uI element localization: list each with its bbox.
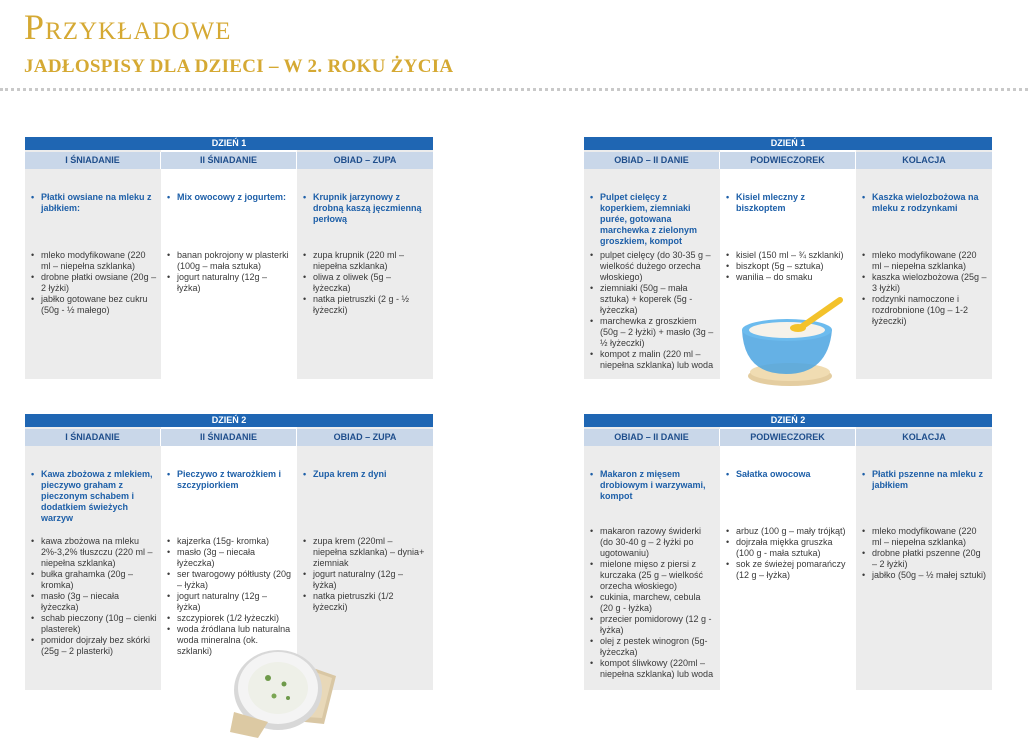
dish-name: • Płatki pszenne na mleku z jabłkiem <box>862 469 984 490</box>
menu-column <box>856 150 992 379</box>
dish-name: • Kaszka wielozbożowa na mleku z rodzynkami <box>862 192 979 213</box>
column-heading: PODWIECZOREK <box>720 429 856 446</box>
page-title: Przykładowe <box>24 7 232 47</box>
ingredient: • zupa krem (220ml – niepełna szklanka) – dynia+ ziemniak <box>303 536 429 569</box>
ingredient: • kawa zbożowa na mleku 2%-3,2% tłuszczu (220 ml – niepełna szklanka) <box>31 536 157 569</box>
ingredient: • natka pietruszki (1/2 łyżeczki) <box>303 591 429 613</box>
column-heading: KOLACJA <box>856 152 992 169</box>
ingredient-list <box>303 250 429 316</box>
ingredient-list <box>167 250 293 294</box>
column-heading: PODWIECZOREK <box>720 152 856 169</box>
ingredient-list <box>726 250 852 283</box>
day-header: DZIEŃ 1 <box>25 137 433 150</box>
ingredient: • zupa krupnik (220 ml – niepełna szklanka) <box>303 250 429 272</box>
ingredient: • drobne płatki owsiane (20g – 2 łyżki) <box>31 272 157 294</box>
dish-name: • Pieczywo z twarożkiem i szczypiorkiem <box>167 469 282 490</box>
column-heading: I ŚNIADANIE <box>25 429 161 446</box>
dish-name: • Kisiel mleczny z biszkoptem <box>726 192 806 213</box>
dish-name: • Płatki owsiane na mleku z jabłkiem: <box>31 192 152 213</box>
ingredient-list <box>590 250 716 371</box>
ingredient: • oliwa z oliwek (5g – łyżeczka) <box>303 272 429 294</box>
column-heading: KOLACJA <box>856 429 992 446</box>
menu-panel-day1-morning <box>25 137 433 379</box>
ingredient-list <box>31 536 157 657</box>
ingredient: • pomidor dojrzały bez skórki (25g – 2 plasterki) <box>31 635 157 657</box>
ingredient: • szczypiorek (1/2 łyżeczki) <box>167 613 293 624</box>
ingredient-list <box>303 536 429 613</box>
ingredient: • natka pietruszki (2 g - ½ łyżeczki) <box>303 294 429 316</box>
ingredient: • cukinia, marchew, cebula (20 g - łyżka) <box>590 592 716 614</box>
ingredient-list <box>31 250 157 316</box>
ingredient: • ziemniaki (50g – mała sztuka) + koperek (5g - łyżeczka) <box>590 283 716 316</box>
ingredient: • jabłko gotowane bez cukru (50g - ½ małego) <box>31 294 157 316</box>
ingredient: • kaszka wielozbożowa (25g – 3 łyżki) <box>862 272 988 294</box>
column-heading: II ŚNIADANIE <box>161 152 297 169</box>
ingredient: • kompot śliwkowy (220ml – niepełna szklanka) lub woda <box>590 658 716 680</box>
column-heading: II ŚNIADANIE <box>161 429 297 446</box>
menu-panel-day2-afternoon <box>584 414 992 690</box>
ingredient: • jogurt naturalny (12g – łyżka) <box>303 569 429 591</box>
dish-name: • Krupnik jarzynowy z drobną kaszą jęczmienną perłową <box>303 192 422 224</box>
ingredient: • masło (3g – niecała łyżeczka) <box>31 591 157 613</box>
ingredient: • kisiel (150 ml – ¾ szklanki) <box>726 250 852 261</box>
dotted-divider <box>0 88 1028 91</box>
day-header: DZIEŃ 1 <box>584 137 992 150</box>
dish-name: • Zupa krem z dyni <box>303 469 387 479</box>
ingredient: • wanilia – do smaku <box>726 272 852 283</box>
dish-name: • Pulpet cielęcy z koperkiem, ziemniaki purée, gotowana marchewka z zielonym groszkiem, kompot <box>590 192 698 246</box>
ingredient: • drobne płatki pszenne (20g – 2 łyżki) <box>862 548 988 570</box>
day-header: DZIEŃ 2 <box>25 414 433 427</box>
menu-column <box>720 150 856 379</box>
ingredient: • sok ze świeżej pomarańczy (12 g – łyżka) <box>726 559 852 581</box>
ingredient: • jogurt naturalny (12g – łyżka) <box>167 272 293 294</box>
ingredient: • mleko modyfikowane (220 ml – niepełna szklanka) <box>862 250 988 272</box>
ingredient: • ser twarogowy półtłusty (20g – łyżka) <box>167 569 293 591</box>
ingredient: • pulpet cielęcy (do 30-35 g – wielkość dużego orzecha włoskiego) <box>590 250 716 283</box>
ingredient: • jogurt naturalny (12g – łyżka) <box>167 591 293 613</box>
ingredient: • mleko modyfikowane (220 ml – niepełna szklanka) <box>862 526 988 548</box>
ingredient: • kajzerka (15g- kromka) <box>167 536 293 547</box>
dish-name: • Mix owocowy z jogurtem: <box>167 192 287 202</box>
menu-panel-day1-afternoon <box>584 137 992 379</box>
ingredient: • masło (3g – niecała łyżeczka) <box>167 547 293 569</box>
menu-column <box>161 150 297 379</box>
menu-column <box>25 427 161 690</box>
day-header: DZIEŃ 2 <box>584 414 992 427</box>
column-heading: OBIAD – II DANIE <box>584 152 720 169</box>
ingredient: • dojrzała miękka gruszka (100 g - mała sztuka) <box>726 537 852 559</box>
ingredient: • rodzynki namoczone i rozdrobnione (10g – 1-2 łyżeczki) <box>862 294 988 327</box>
ingredient: • kompot z malin (220 ml – niepełna szklanka) lub woda <box>590 349 716 371</box>
column-heading: OBIAD – ZUPA <box>297 152 433 169</box>
ingredient: • mielone mięso z piersi z kurczaka (25 g – wielkość orzecha włoskiego) <box>590 559 716 592</box>
ingredient: • woda źródlana lub naturalna woda mineralna (ok. szklanki) <box>167 624 293 657</box>
ingredient: • schab pieczony (10g – cienki plasterek) <box>31 613 157 635</box>
ingredient: • przecier pomidorowy (12 g - łyżka) <box>590 614 716 636</box>
menu-column <box>297 150 433 379</box>
column-heading: I ŚNIADANIE <box>25 152 161 169</box>
ingredient: • mleko modyfikowane (220 ml – niepełna szklanka) <box>31 250 157 272</box>
column-heading: OBIAD – ZUPA <box>297 429 433 446</box>
menu-column <box>584 427 720 690</box>
dish-name: • Sałatka owocowa <box>726 469 811 479</box>
menu-column <box>584 150 720 379</box>
ingredient: • arbuz (100 g – mały trójkąt) <box>726 526 852 537</box>
ingredient: • jabłko (50g – ½ małej sztuki) <box>862 570 988 581</box>
ingredient: • makaron razowy świderki (do 30-40 g – 2 łyżki po ugotowaniu) <box>590 526 716 559</box>
ingredient-list <box>726 526 852 581</box>
ingredient-list <box>862 526 988 581</box>
dish-name: • Makaron z mięsem drobiowym i warzywami, kompot <box>590 469 706 501</box>
ingredient: • bułka grahamka (20g – kromka) <box>31 569 157 591</box>
ingredient: • marchewka z groszkiem (50g – 2 łyżki) + masło (3g – ½ łyżeczki) <box>590 316 716 349</box>
ingredient-list <box>862 250 988 327</box>
ingredient: • olej z pestek winogron (5g- łyżeczka) <box>590 636 716 658</box>
menu-column <box>856 427 992 690</box>
ingredient: • biszkopt (5g – sztuka) <box>726 261 852 272</box>
column-heading: OBIAD – II DANIE <box>584 429 720 446</box>
pudding-bowl-image <box>730 290 848 390</box>
ingredient: • banan pokrojony w plasterki (100g – mała sztuka) <box>167 250 293 272</box>
page-subtitle: JADŁOSPISY DLA DZIECI – W 2. ROKU ŻYCIA <box>24 56 454 77</box>
ingredient-list <box>590 526 716 680</box>
cottage-cheese-bowl-image <box>228 632 340 740</box>
menu-column <box>720 427 856 690</box>
dish-name: • Kawa zbożowa z mlekiem, pieczywo graham z pieczonym schabem i dodatkiem świeżych warzyw <box>31 469 153 523</box>
menu-column <box>25 150 161 379</box>
